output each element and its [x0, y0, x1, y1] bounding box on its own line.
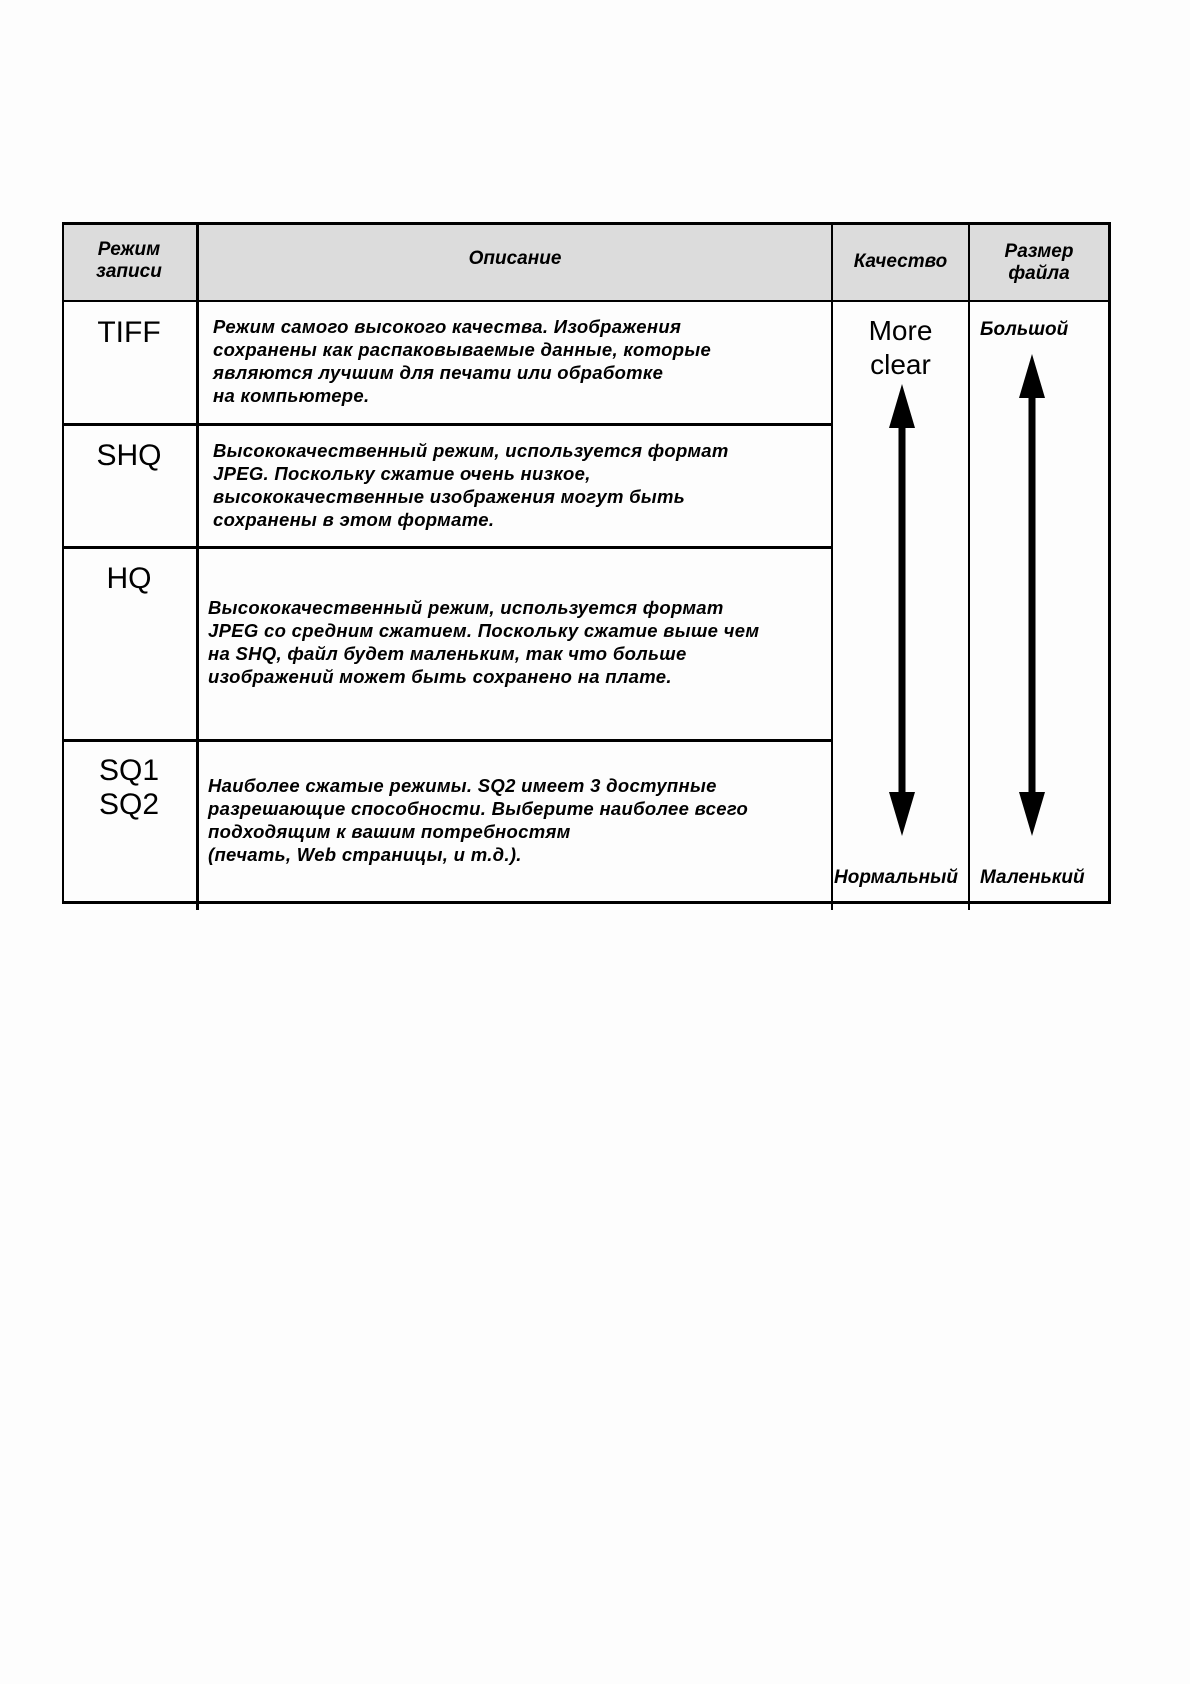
size-double-arrow-icon [1018, 354, 1046, 836]
table-border-right [1108, 222, 1111, 904]
mode-label: HQ [106, 562, 152, 595]
mode-label: TIFF [97, 316, 161, 349]
table-border-bottom [62, 901, 1110, 904]
recording-modes-table [62, 222, 1110, 902]
quality-scale-bottom-label: Нормальный [834, 867, 958, 888]
table-border-top [62, 222, 1110, 225]
header-recording-mode: Режим записи [96, 239, 162, 282]
header-description: Описание [468, 248, 562, 269]
header-divider [62, 300, 1110, 302]
column-divider-mode [196, 222, 199, 910]
quality-double-arrow-icon [888, 384, 916, 836]
mode-label: SHQ [96, 439, 162, 472]
size-scale-top-label: Большой [980, 319, 1069, 340]
quality-scale-top-label: More clear [868, 315, 933, 380]
row-divider [62, 423, 833, 426]
row-divider [62, 546, 833, 549]
mode-description: Высококачественный режим, используется формат JPEG со средним сжатием. Поскольку сжатие выше чем на SHQ, файл будет маленьким, так что больше изображений может быть сохранено на плате. [208, 597, 760, 687]
column-divider-quality [968, 222, 970, 910]
mode-description: Высококачественный режим, используется формат JPEG. Поскольку сжатие очень низкое, высококачественные изображения могут быть сохранены в этом формате. [213, 440, 729, 530]
row-divider [62, 739, 833, 742]
mode-label: SQ1 SQ2 [98, 754, 160, 821]
header-file-size: Размер файла [1004, 241, 1074, 284]
mode-description: Наиболее сжатые режимы. SQ2 имеет 3 доступные разрешающие способности. Выберите наиболее всего подходящим к вашим потребностям (печать, Web страницы, и т.д.). [208, 775, 749, 865]
size-scale-bottom-label: Маленький [980, 867, 1085, 888]
header-quality: Качество [853, 251, 948, 272]
mode-description: Режим самого высокого качества. Изображения сохранены как распаковываемые данные, которые являются лучшим для печати или обработке на компьютере. [213, 316, 712, 406]
